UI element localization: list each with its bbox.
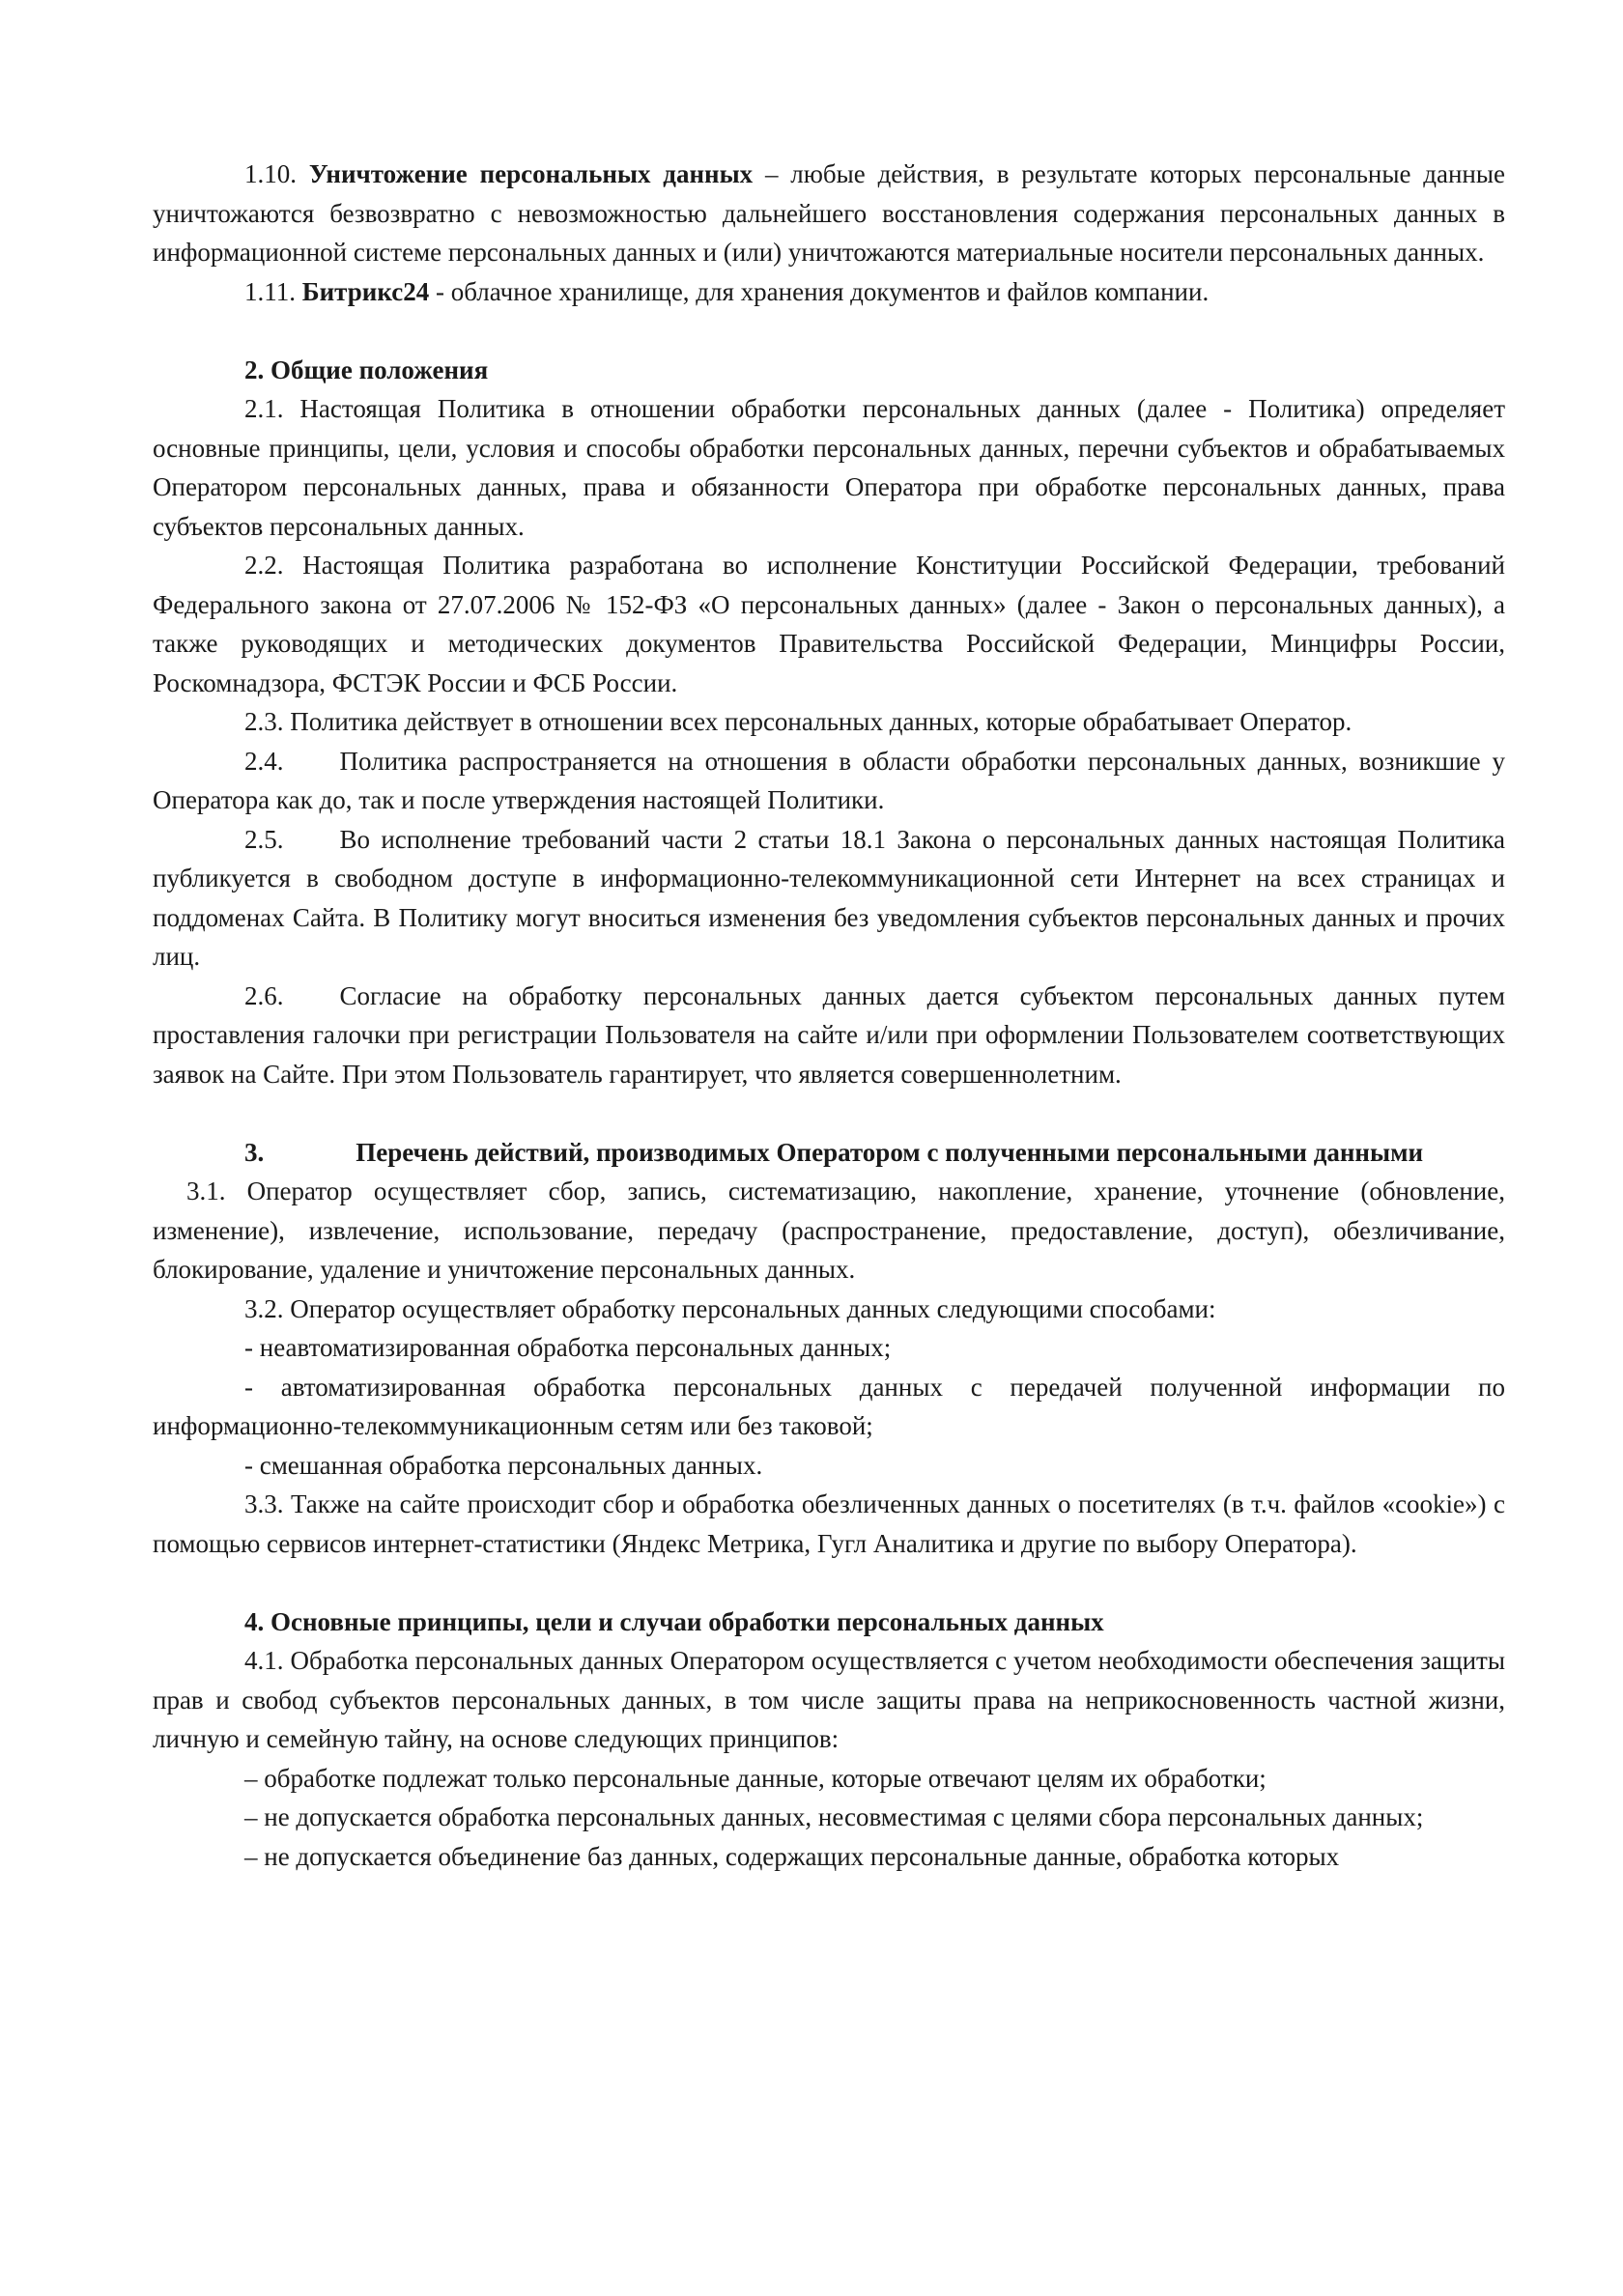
list-item: - смешанная обработка персональных данных.	[244, 1450, 763, 1480]
clause-text: Политика распространяется на отношения в области обработки персональных данных, возникшие у Оператора как до, так и после утверждения настоящей Политики.	[153, 746, 1505, 814]
term-bold: Уничтожение персональных данных	[308, 159, 754, 188]
clause-2-3: 2.3. Политика действует в отношении всех персональных данных, которые обрабатывает Оператор.	[244, 707, 1352, 736]
spacer	[153, 1093, 1505, 1133]
clause-2-5	[153, 820, 1505, 977]
clause-number: 2.4.	[244, 746, 284, 776]
clause-number: 2.5.	[244, 824, 284, 854]
section-heading-3	[153, 1133, 1505, 1173]
clause-3-2: 3.2. Оператор осуществляет обработку персональных данных следующими способами:	[244, 1293, 1216, 1323]
clause-text: - облачное хранилище, для хранения документов и файлов компании.	[429, 276, 1210, 306]
list-item: – не допускается обработка персональных данных, несовместимая с целями сбора персональных данных;	[244, 1802, 1424, 1831]
clause-2-2: 2.2. Настоящая Политика разработана во исполнение Конституции Российской Федерации, требований Федерального закона от 27.07.2006 № 152-ФЗ «О персональных данных» (далее - Закон о персональных данных), а также руководящих и методических документов Правительства Российской Федерации, Минцифры России, Роскомнадзора, ФСТЭК России и ФСБ России.	[153, 551, 1505, 697]
clause-1-10	[153, 155, 1505, 272]
clause-2-6	[153, 977, 1505, 1094]
term-bold: Битрикс24	[301, 276, 430, 306]
clause-number: 1.10.	[244, 159, 309, 188]
list-item: – не допускается объединение баз данных, содержащих персональные данные, обработка которых	[244, 1841, 1340, 1871]
clause-number: 2.6.	[244, 980, 284, 1010]
section-heading-4: 4. Основные принципы, цели и случаи обработки персональных данных	[244, 1606, 1104, 1636]
clause-3-1: 3.1. Оператор осуществляет сбор, запись, систематизацию, накопление, хранение, уточнение (обновление, изменение), извлечение, использование, передачу (распространение, предоставление, доступ), обезличивание, блокирование, удаление и уничтожение персональных данных.	[153, 1176, 1505, 1284]
heading-number: 3.	[244, 1137, 265, 1167]
clause-2-1: 2.1. Настоящая Политика в отношении обработки персональных данных (далее - Политика) определяет основные принципы, цели, условия и способы обработки персональных данных, перечни субъектов и обрабатываемых Оператором персональных данных, права и обязанности Оператора при обработке персональных данных, права субъектов персональных данных.	[153, 394, 1505, 541]
spacer	[153, 1563, 1505, 1602]
document-page	[153, 155, 1505, 1876]
heading-text: Перечень действий, производимых Оператором с полученными персональными данными	[356, 1137, 1424, 1167]
clause-2-4	[153, 742, 1505, 820]
list-item: – обработке подлежат только персональные данные, которые отвечают целям их обработки;	[244, 1763, 1267, 1793]
section-heading-2: 2. Общие положения	[244, 354, 489, 384]
clause-text: – любые действия, в результате которых персональные данные уничтожаются безвозвратно с невозможностью дальнейшего восстановления содержания персональных данных в информационной системе персональных данных и (или) уничтожаются материальные носители персональных данных.	[153, 159, 1506, 267]
clause-4-1: 4.1. Обработка персональных данных Оператором осуществляется с учетом необходимости обеспечения защиты прав и свобод субъектов персональных данных, в том числе защиты права на неприкосновенность частной жизни, личную и семейную тайну, на основе следующих принципов:	[153, 1646, 1505, 1753]
spacer	[153, 311, 1505, 351]
clause-1-11	[153, 272, 1505, 312]
list-item: - неавтоматизированная обработка персональных данных;	[244, 1333, 892, 1362]
clause-text: Согласие на обработку персональных данных дается субъектом персональных данных путем проставления галочки при регистрации Пользователя на сайте и/или при оформлении Пользователем соответствующих заявок на Сайте. При этом Пользователь гарантирует, что является совершеннолетним.	[153, 980, 1505, 1089]
clause-number: 1.11.	[244, 276, 302, 306]
list-item: - автоматизированная обработка персональных данных с передачей полученной информации по информационно-телекоммуникационным сетям или без таковой;	[153, 1372, 1505, 1440]
clause-text: Во исполнение требований части 2 статьи 18.1 Закона о персональных данных настоящая Политика публикуется в свободном доступе в информационно-телекоммуникационной сети Интернет на всех страницах и поддоменах Сайта. В Политику могут вноситься изменения без уведомления субъектов персональных данных и прочих лиц.	[153, 824, 1505, 971]
clause-3-3: 3.3. Также на сайте происходит сбор и обработка обезличенных данных о посетителях (в т.ч. файлов «cookie») с помощью сервисов интернет-статистики (Яндекс Метрика, Гугл Аналитика и другие по выбору Оператора).	[153, 1489, 1505, 1558]
